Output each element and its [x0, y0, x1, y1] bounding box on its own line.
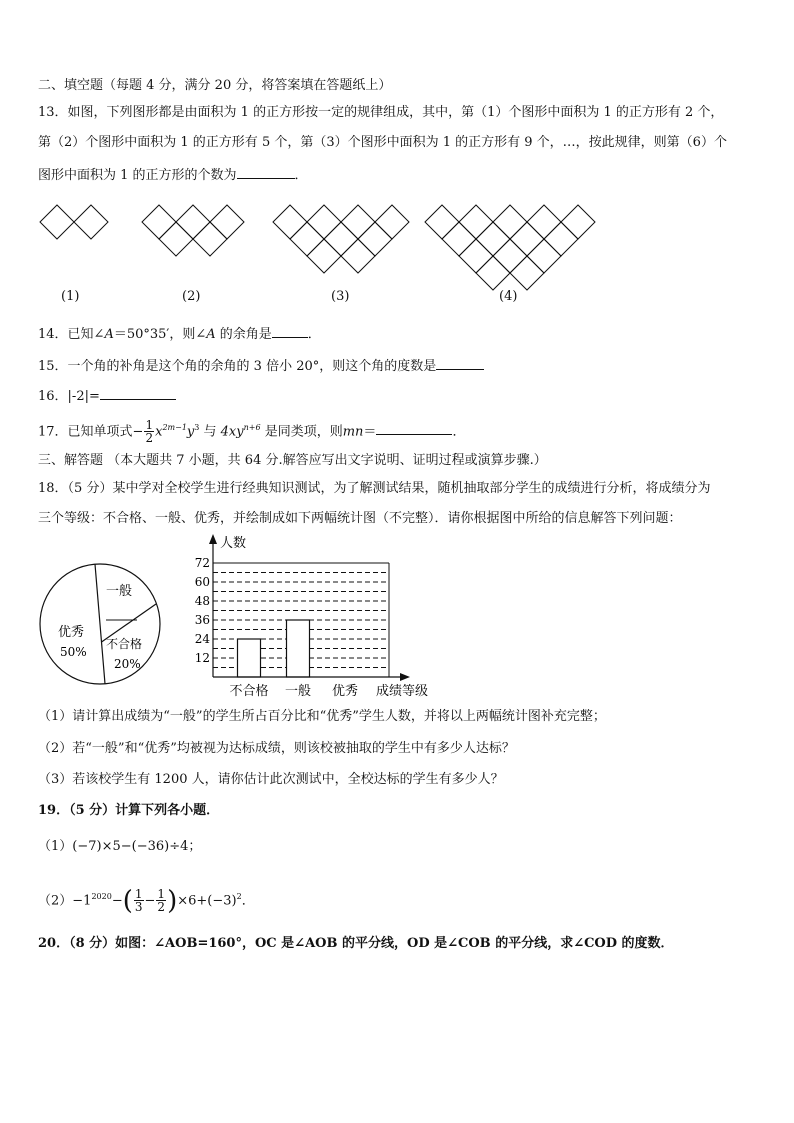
bar-y-tick: 72 — [194, 556, 210, 570]
q18-line1: 18．（5 分）某中学对全校学生进行经典知识测试，为了解测试结果，随机抽取部分学生的成绩进行分析，将成绩分为 — [38, 481, 711, 496]
q13-figure-4 — [425, 205, 595, 290]
bar-y-tick: 24 — [194, 632, 210, 646]
q18-pie-chart — [36, 560, 166, 690]
q19-frac2 — [156, 888, 166, 913]
q14-end: ． — [307, 327, 321, 342]
q15-answer-blank[interactable] — [436, 356, 484, 370]
q13-line3-text: 图形中面积为 1 的正方形的个数为 — [38, 168, 237, 183]
q19-frac1-num: 1 — [134, 887, 143, 902]
q17-mono1-yexp: 3 — [194, 423, 200, 432]
q17-equals: ＝ — [363, 424, 377, 440]
pie-label-fail: 不合格 — [106, 637, 143, 651]
q13-figures — [30, 198, 610, 318]
q17-mono1-x: x — [155, 424, 163, 440]
bar-y-tick: 48 — [194, 594, 210, 608]
q17 — [38, 414, 465, 446]
q13-line1: 13．如图，下列图形都是由面积为 1 的正方形按一定的规律组成，其中，第（1）个图形中面积为 1 的正方形有 2 个， — [38, 105, 724, 120]
pie-value-fail: 20% — [114, 657, 141, 671]
q17-answer-blank[interactable] — [376, 421, 452, 435]
q17-middle: 是同类项，则 — [264, 424, 343, 440]
q19-paren-close: ) — [167, 885, 178, 916]
q15 — [38, 356, 484, 376]
q14-middle: ＝50°35′，则∠ — [113, 327, 207, 342]
q15-text: 15．一个角的补角是这个角的余角的 3 倍小 20°，则这个角的度数是 — [38, 359, 437, 374]
q13-figure-2 — [142, 205, 244, 256]
q19-sub1-end: ； — [188, 839, 202, 854]
pie-label-excellent: 优秀 — [58, 625, 85, 640]
bar-y-tick: 12 — [194, 651, 210, 665]
q19-sub2-c: ×6+(−3) — [177, 893, 237, 909]
q13-figure-3 — [273, 205, 409, 273]
pie-divider-vertical — [95, 564, 105, 684]
q13-answer-blank[interactable] — [237, 165, 295, 179]
q13-figure-label-3: (3) — [331, 289, 350, 304]
q19-sub2 — [38, 882, 255, 916]
q14 — [38, 324, 321, 344]
q13-figure-label-2: (2) — [182, 289, 201, 304]
q13-line3-end: ． — [294, 168, 308, 183]
q19-sub2-b: − — [111, 893, 123, 909]
q19-paren-open: ( — [122, 885, 133, 916]
q17-mn: mn — [342, 424, 364, 440]
q17-mono2-exp: n+6 — [243, 423, 261, 432]
q13-figure-1 — [40, 205, 108, 239]
q17-frac-den: 2 — [145, 431, 154, 446]
bar-x-axis-arrow — [400, 673, 410, 681]
bar-x-label: 成绩等级 — [376, 684, 429, 699]
pie-value-excellent: 50% — [60, 645, 87, 659]
q13-figure-label-1: (1) — [61, 289, 80, 304]
section3-heading: 三、解答题 （本大题共 7 小题，共 64 分.解答应写出文字说明、证明过程或演算步骤.） — [38, 453, 547, 468]
bar-1 — [287, 620, 310, 677]
q18-sub2: （2）若“一般”和“优秀”均被视为达标成绩，则该校被抽取的学生中有多少人达标？ — [38, 741, 515, 756]
q19-sub2-c-exp: 2 — [236, 892, 242, 901]
q17-frac-num: 1 — [145, 418, 154, 433]
q19-sub2-a-exp: 2020 — [91, 892, 112, 901]
q14-suffix: 的余角是 — [215, 327, 272, 342]
q13-line3 — [38, 165, 308, 185]
q19-sub2-minus: − — [144, 893, 156, 909]
q14-var2: A — [206, 327, 216, 342]
q19-sub1 — [38, 838, 201, 856]
bar-category-label: 优秀 — [331, 684, 359, 699]
q17-minus: − — [132, 424, 144, 440]
q17-mono1-xexp: 2m−1 — [162, 423, 187, 432]
q16-text: 16．|-2|= — [38, 389, 100, 404]
q14-answer-blank[interactable] — [272, 324, 308, 338]
q20: 20．（8 分）如图：∠AOB=160°，OC 是∠AOB 的平分线，OD 是∠COB 的平分线，求∠COD 的度数． — [38, 936, 674, 951]
q19-sub2-a: −1 — [72, 893, 92, 909]
q14-var: A — [104, 327, 114, 342]
q16 — [38, 386, 176, 406]
q13-line2: 第（2）个图形中面积为 1 的正方形有 5 个，第（3）个图形中面积为 1 的正方形有 9 个，…，按此规律，则第（6）个 — [38, 135, 727, 150]
q18-sub3: （3）若该校学生有 1200 人，请你估计此次测试中，全校达标的学生有多少人？ — [38, 772, 504, 787]
q17-prefix: 17．已知单项式 — [38, 424, 133, 440]
q18-line2: 三个等级：不合格、一般、优秀，并绘制成如下两幅统计图（不完整）．请你根据图中所给的信息解答下列问题： — [38, 511, 682, 526]
q17-and: 与 — [203, 424, 217, 440]
q17-mono1-y: y — [186, 424, 195, 440]
pie-label-general: 一般 — [106, 584, 133, 599]
q17-mono2: 4xy — [220, 424, 244, 440]
q18-sub1: （1）请计算出成绩为“一般”的学生所占百分比和“优秀”学生人数，并将以上两幅统计图补充完整； — [38, 709, 606, 724]
q17-end: ． — [452, 424, 466, 440]
bar-y-tick: 60 — [194, 575, 210, 589]
bar-category-label: 一般 — [284, 684, 312, 699]
q18-bar-chart — [186, 530, 446, 700]
q19-frac1-den: 3 — [134, 900, 143, 915]
q19-frac2-den: 2 — [157, 900, 166, 915]
bar-category-label: 不合格 — [229, 684, 269, 699]
q14-prefix: 14．已知∠ — [38, 327, 105, 342]
q13-figure-label-4: (4) — [499, 289, 518, 304]
bar-y-axis-arrow — [209, 534, 217, 544]
bar-0 — [238, 639, 261, 677]
bar-y-label: 人数 — [220, 536, 247, 551]
q19-sub1-label: （1） — [38, 839, 73, 854]
q19-sub1-expr: (−7)×5−(−36)÷4 — [72, 839, 189, 854]
q19-sub2-label: （2） — [38, 893, 73, 909]
q19-sub2-end: ． — [241, 893, 255, 909]
q16-answer-blank[interactable] — [100, 386, 176, 400]
q17-fraction — [144, 419, 154, 444]
bar-y-tick: 36 — [194, 613, 210, 627]
section2-heading: 二、填空题（每题 4 分，满分 20 分，将答案填在答题纸上） — [38, 78, 392, 93]
q19-title: 19．（5 分）计算下列各小题． — [38, 803, 220, 818]
q19-frac2-num: 1 — [157, 887, 166, 902]
q19-frac1 — [134, 888, 144, 913]
